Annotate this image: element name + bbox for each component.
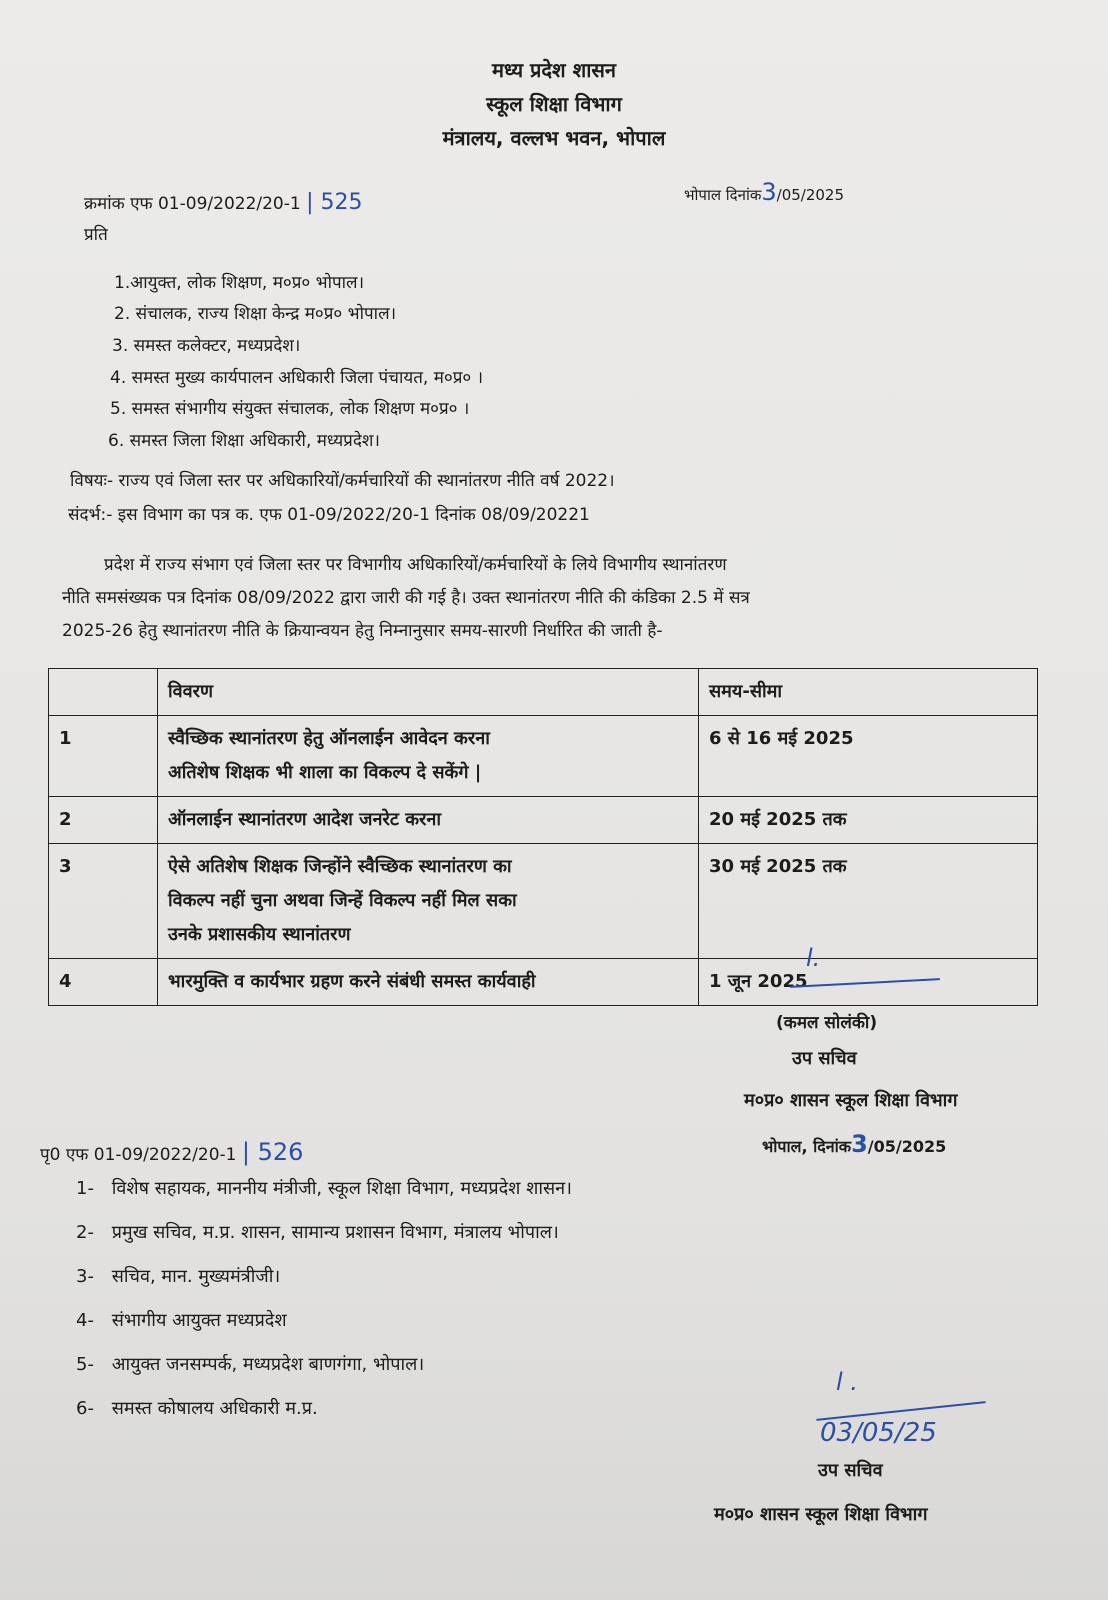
signatory-department-2: म०प्र० शासन स्कूल शिक्षा विभाग — [714, 1504, 928, 1525]
recipient-item: 4. समस्त मुख्य कार्यपालन अधिकारी जिला पंचायत, म०प्र० । — [110, 368, 484, 388]
body-line: 2025-26 हेतु स्थानांतरण नीति के क्रियान्वयन हेतु निम्नानुसार समय-सारणी निर्धारित की जाती है- — [62, 621, 663, 641]
letter-number-handwritten: | 525 — [306, 190, 363, 215]
row-description-line: विकल्प नहीं चुना अथवा जिन्हें विकल्प नहीं मिल सका — [168, 890, 517, 911]
copy-list-text: विशेष सहायक, माननीय मंत्रीजी, स्कूल शिक्षा विभाग, मध्यप्रदेश शासन। — [111, 1178, 572, 1199]
copy-list-item — [76, 1176, 572, 1200]
copy-list-text: संभागीय आयुक्त मध्यप्रदेश — [111, 1310, 287, 1331]
row-number: 2 — [49, 797, 158, 844]
signature-scribble: l. — [806, 944, 821, 972]
copy-list-number: 1- — [76, 1178, 94, 1199]
copy-list-item — [76, 1264, 280, 1288]
letter-number-text: क्रमांक एफ 01-09/2022/20-1 — [84, 194, 301, 214]
recipient-item: 5. समस्त संभागीय संयुक्त संचालक, लोक शिक्षण म०प्र० । — [110, 399, 470, 419]
copy-list-item — [76, 1308, 287, 1332]
signatory-title: उप सचिव — [792, 1048, 857, 1069]
endorsement-handwritten-no: | 526 — [241, 1138, 304, 1166]
recipient-item: 2. संचालक, राज्य शिक्षा केन्द्र म०प्र० भोपाल। — [114, 304, 397, 324]
copy-list-text: प्रमुख सचिव, म.प्र. शासन, सामान्य प्रशासन विभाग, मंत्रालय भोपाल। — [111, 1222, 559, 1243]
table-header-cell: विवरण — [158, 669, 699, 716]
copy-list-number: 4- — [76, 1310, 94, 1331]
signature-date-rest: /05/2025 — [867, 1137, 947, 1156]
signatory-department: म०प्र० शासन स्कूल शिक्षा विभाग — [744, 1090, 958, 1111]
letter-date-rest: /05/2025 — [776, 186, 845, 204]
row-description — [158, 716, 699, 797]
copy-list-item — [76, 1396, 318, 1420]
copy-list-text: आयुक्त जनसम्पर्क, मध्यप्रदेश बाणगंगा, भोपाल। — [111, 1354, 425, 1375]
recipient-item: 6. समस्त जिला शिक्षा अधिकारी, मध्यप्रदेश। — [108, 431, 380, 451]
endorsement-number — [40, 1138, 303, 1166]
header-address: मंत्रालय, वल्लभ भवन, भोपाल — [442, 126, 666, 150]
row-description-line: भारमुक्ति व कार्यभार ग्रहण करने संबंधी समस्त कार्यवाही — [168, 971, 536, 992]
recipient-item: 3. समस्त कलेक्टर, मध्यप्रदेश। — [112, 336, 301, 356]
row-description-line: ऐसे अतिशेष शिक्षक जिन्होंने स्वैच्छिक स्थानांतरण का — [168, 856, 512, 877]
row-time-limit: 6 से 16 मई 2025 — [699, 716, 1038, 797]
row-time-limit: 30 मई 2025 तक — [699, 844, 1038, 959]
signature-date-handwritten: 03/05/25 — [820, 1418, 937, 1448]
signature-date-day: 3 — [851, 1130, 868, 1158]
signatory-name: (कमल सोलंकी) — [776, 1013, 878, 1033]
signature-scribble-2: l . — [836, 1368, 858, 1396]
header-govt: मध्य प्रदेश शासन — [491, 58, 616, 82]
letter-date — [684, 178, 844, 206]
copy-list-item — [76, 1352, 424, 1376]
row-description — [158, 797, 699, 844]
letter-date-label: भोपाल दिनांक — [684, 186, 762, 204]
letter-number — [84, 190, 363, 215]
row-number: 3 — [49, 844, 158, 959]
row-time-limit: 1 जून 2025 — [699, 959, 1038, 1006]
copy-list-number: 2- — [76, 1222, 94, 1243]
table-header-row — [49, 669, 1038, 716]
subject-line: विषयः- राज्य एवं जिला स्तर पर अधिकारियों/कर्मचारियों की स्थानांतरण नीति वर्ष 2022। — [70, 471, 615, 491]
copy-list-text: समस्त कोषालय अधिकारी म.प्र. — [111, 1398, 318, 1419]
row-time-limit: 20 मई 2025 तक — [699, 797, 1038, 844]
table-row — [49, 844, 1038, 959]
signature-date — [762, 1130, 946, 1158]
table-header-cell — [49, 669, 158, 716]
body-line: नीति समसंख्यक पत्र दिनांक 08/09/2022 द्वारा जारी की गई है। उक्त स्थानांतरण नीति की कंडिका 2.5 में सत्र — [62, 588, 750, 608]
copy-list-number: 6- — [76, 1398, 94, 1419]
reference-line: संदर्भ:- इस विभाग का पत्र क. एफ 01-09/2022/20-1 दिनांक 08/09/20221 — [68, 505, 590, 525]
prati-label: प्रति — [84, 225, 108, 245]
endorsement-prefix: पृ0 एफ 01-09/2022/20-1 — [40, 1145, 237, 1165]
signatory-title-2: उप सचिव — [818, 1460, 883, 1481]
row-description-line: उनके प्रशासकीय स्थानांतरण — [168, 924, 351, 945]
copy-list-item — [76, 1220, 559, 1244]
row-description-line: स्वैच्छिक स्थानांतरण हेतु ऑनलाईन आवेदन करना — [168, 728, 490, 749]
row-description — [158, 844, 699, 959]
row-number: 4 — [49, 959, 158, 1006]
signature-date-label: भोपाल, दिनांक — [762, 1137, 852, 1156]
schedule-table — [48, 668, 1038, 1006]
table-row — [49, 797, 1038, 844]
table-header-cell: समय-सीमा — [699, 669, 1038, 716]
row-description — [158, 959, 699, 1006]
copy-list-number: 5- — [76, 1354, 94, 1375]
copy-list-text: सचिव, मान. मुख्यमंत्रीजी। — [111, 1266, 281, 1287]
table-row — [49, 716, 1038, 797]
copy-list-number: 3- — [76, 1266, 94, 1287]
row-description-line: अतिशेष शिक्षक भी शाला का विकल्प दे सकेंगे | — [168, 762, 482, 783]
letter-date-day: 3 — [761, 178, 777, 206]
body-line: प्रदेश में राज्य संभाग एवं जिला स्तर पर विभागीय अधिकारियों/कर्मचारियों के लिये विभागीय स्थानांतरण — [104, 555, 727, 575]
recipient-item: 1.आयुक्त, लोक शिक्षण, म०प्र० भोपाल। — [114, 273, 365, 293]
header-department: स्कूल शिक्षा विभाग — [486, 92, 622, 116]
row-description-line: ऑनलाईन स्थानांतरण आदेश जनरेट करना — [168, 809, 442, 830]
row-number: 1 — [49, 716, 158, 797]
